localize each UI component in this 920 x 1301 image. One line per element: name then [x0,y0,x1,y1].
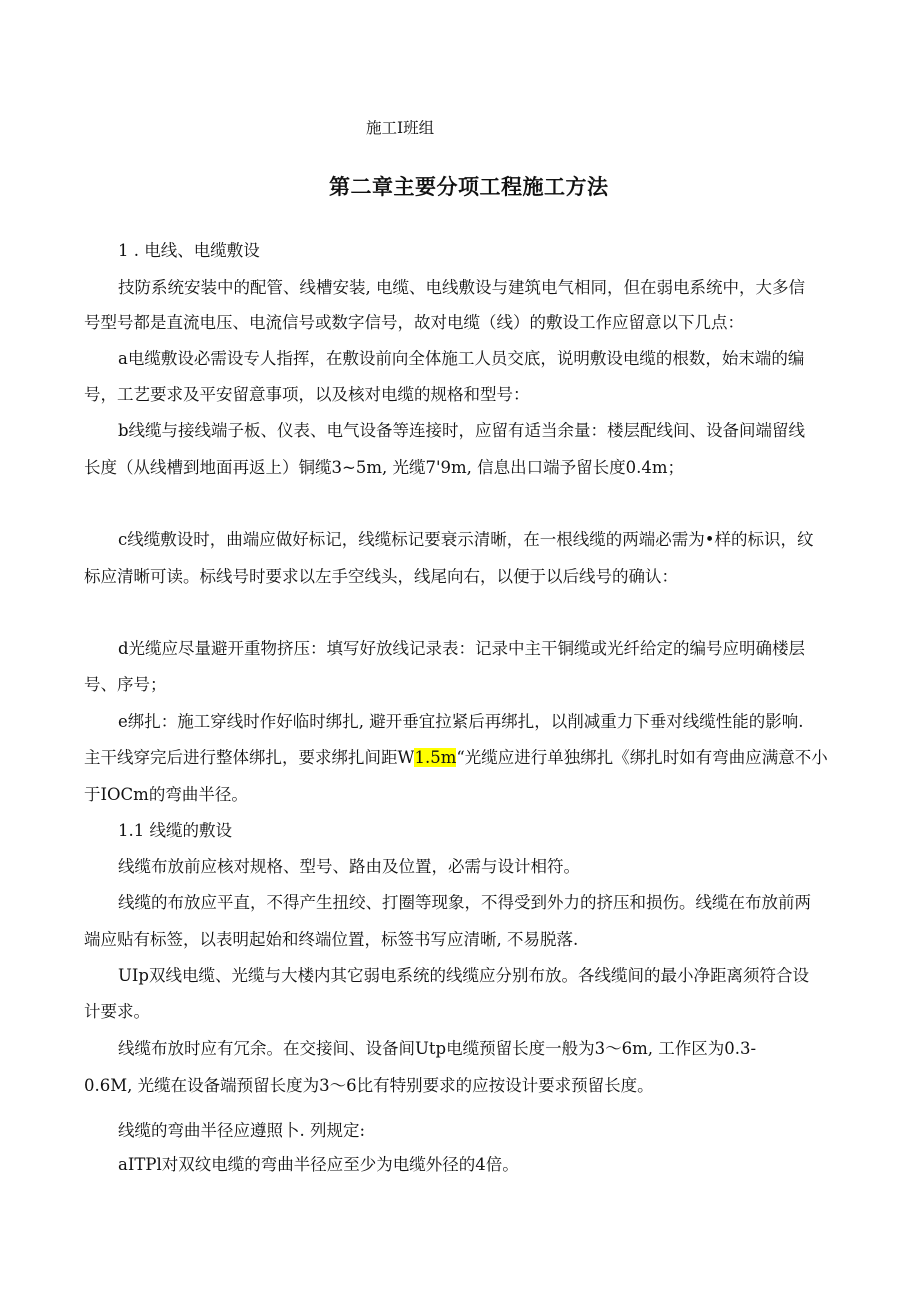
paragraph-line: 长度（从线槽到地面再返上）铜缆3~5m, 光缆7'9m, 信息出口端予留长度0.4m； [84,458,685,477]
paragraph-line: 0.6M, 光缆在设备端预留长度为3～6比有特别要求的应按设计要求预留长度。 [84,1076,654,1095]
paragraph-line: 线缆的布放应平直，不得产生扭绞、打圈等现象，不得受到外力的挤压和损伤。线缆在布放前两 [118,893,811,912]
header-team: 施工I班组 [366,119,435,137]
paragraph-line: aITPl对双纹电缆的弯曲半径应至少为电缆外径的4倍。 [118,1155,519,1174]
section-heading: 1 . 电线、电缆敷设 [118,241,260,260]
paragraph-line: 线缆的弯曲半径应遵照卜. 列规定: [118,1121,366,1140]
paragraph-line: b线缆与接线端子板、仪表、电气设备等连接时，应留有适当余量：楼层配线间、设备间端留线 [118,421,806,440]
paragraph-line: e绑扎：施工穿线时作好临时绑扎, 避开垂宜拉紧后再绑扎，以削减重力下垂对线缆性能的影响. [118,712,804,731]
paragraph-line: 线缆布放时应有冗余。在交接间、设备间Utp电缆预留长度一般为3～6m, 工作区为0.3- [118,1039,757,1058]
line-text: 主干线穿完后进行整体绑扎，要求绑扎间距W [84,748,415,767]
paragraph-line: 号，工艺要求及平安留意事项，以及核对电缆的规格和型号： [84,385,530,404]
paragraph-line: 线缆布放前应核对规格、型号、路由及位置，必需与设计相符。 [118,857,580,876]
paragraph-line: 端应贴有标签，以表明起始和终端位置，标签书写应清晰, 不易脱落. [84,930,579,949]
line-text: “光缆应进行单独绑扎《绑扎时如有弯曲应满意不小 [456,748,828,767]
paragraph-line: 于IOCm的弯曲半径。 [84,785,248,804]
section-heading: 1.1 线缆的敷设 [118,821,232,840]
paragraph-line: a电缆敷设必需设专人指挥，在敷设前向全体施工人员交底，说明敷设电缆的根数，始末端的编 [118,349,805,368]
paragraph-line: UIp双线电缆、光缆与大楼内其它弱电系统的线缆应分别布放。各线缆间的最小净距离须符合设 [118,966,809,985]
paragraph-line: 计要求。 [84,1002,150,1021]
paragraph-line [84,747,828,769]
paragraph-line: 号型号都是直流电压、电流信号或数字信号，故对电缆（线）的敷设工作应留意以下几点： [84,313,744,332]
paragraph-line: 号、序号； [84,675,167,694]
paragraph-line: 标应清晰可读。标线号时要求以左手空线头，线尾向右，以便于以后线号的确认： [84,567,678,586]
chapter-title: 第二章主要分项工程施工方法 [329,175,609,199]
highlighted-text: 1.5m [414,748,457,767]
paragraph-line: 技防系统安装中的配管、线槽安装, 电缆、电线敷设与建筑电气相同，但在弱电系统中，大多信 [118,278,805,297]
paragraph-line: c线缆敷设时，曲端应做好标记，线缆标记要衰示清晰，在一根线缆的两端必需为•样的标识，纹 [118,530,814,549]
paragraph-line: d光缆应尽量避开重物挤压：填写好放线记录表：记录中主干铜缆或光纤给定的编号应明确楼层 [118,639,806,658]
